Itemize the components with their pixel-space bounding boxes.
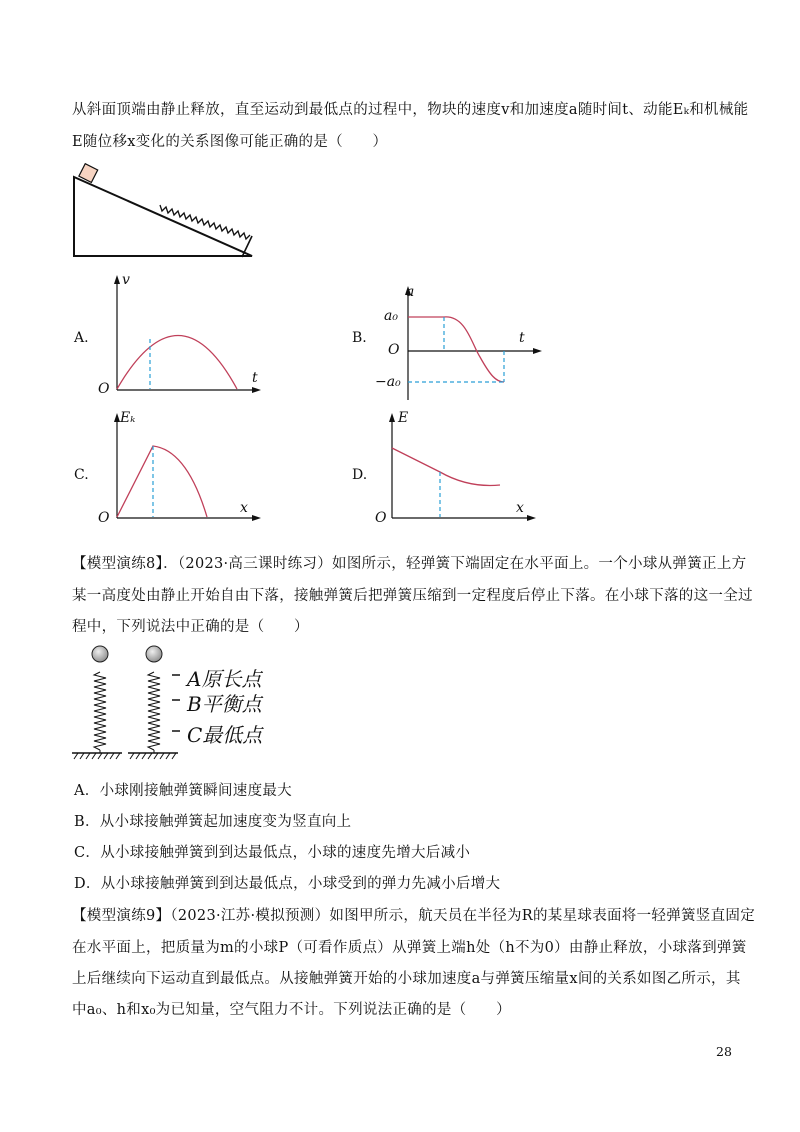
incline-figure: [70, 160, 270, 270]
option-b-label: B.: [352, 330, 367, 346]
q9-line1: 【模型演练9】（2023·江苏·模拟预测）如图甲所示，航天员在半径为R的某星球表面将一轻弹簧竖直固定: [72, 908, 756, 924]
graph-d-yaxis: E: [398, 410, 409, 426]
graph-c-xaxis: x: [240, 500, 248, 516]
graph-b-neg-a0: −a₀: [375, 374, 401, 390]
page-number: 28: [716, 1044, 732, 1059]
graph-c-origin: O: [98, 510, 110, 526]
q9-line4: 中a₀、h和x₀为已知量，空气阻力不计。下列说法正确的是（ ）: [72, 1002, 511, 1018]
label-c-lowest: C最低点: [187, 723, 263, 747]
q8-line3: 程中，下列说法中正确的是（ ）: [72, 619, 309, 635]
q8-line2: 某一高度处由静止开始自由下落，接触弹簧后把弹簧压缩到一定程度后停止下落。在小球下落的这一全过: [72, 588, 753, 604]
graph-a-yaxis: v: [122, 272, 130, 288]
label-b-equilibrium: B平衡点: [187, 692, 262, 716]
graph-a: [95, 272, 265, 397]
graph-c-yaxis: Eₖ: [120, 410, 136, 426]
q7-line1: 从斜面顶端由静止释放，直至运动到最低点的过程中，物块的速度v和加速度a随时间t、动能Eₖ和机械能: [72, 102, 749, 118]
graph-b-xaxis: t: [519, 330, 525, 346]
option-d-label: D.: [352, 467, 368, 483]
q8-line1: 【模型演练8】．（2023·高三课时练习）如图所示，轻弹簧下端固定在水平面上。一个小球从弹簧正上方: [72, 556, 747, 572]
spring-figure: [70, 640, 200, 765]
graph-d-origin: O: [375, 510, 387, 526]
q8-option-b: B．从小球接触弹簧起加速度变为竖直向上: [74, 814, 352, 830]
graph-b-origin: O: [388, 342, 400, 358]
graph-a-origin: O: [98, 381, 110, 397]
graph-a-xaxis: t: [252, 370, 258, 386]
option-c-label: C.: [74, 467, 89, 483]
q7-line2: E随位移x变化的关系图像可能正确的是（ ）: [72, 134, 388, 150]
q9-line3: 上后继续向下运动直到最低点。从接触弹簧开始的小球加速度a与弹簧压缩量x间的关系如图乙所示，其: [72, 971, 741, 987]
q8-option-c: C．从小球接触弹簧到到达最低点，小球的速度先增大后减小: [74, 845, 471, 861]
label-a-natural-length: A原长点: [187, 667, 262, 691]
q9-line2: 在水平面上，把质量为m的小球P（可看作质点）从弹簧上端h处（h不为0）由静止释放，小球落到弹簧: [72, 940, 747, 956]
q8-option-d: D．从小球接触弹簧到到达最低点，小球受到的弹力先减小后增大: [74, 876, 501, 892]
graph-d-xaxis: x: [516, 500, 524, 516]
graph-b-a0: a₀: [384, 308, 398, 324]
graph-d: [370, 410, 540, 525]
option-a-label: A.: [74, 330, 89, 346]
q8-option-a: A．小球刚接触弹簧瞬间速度最大: [74, 783, 292, 799]
graph-b-yaxis: a: [406, 284, 415, 300]
